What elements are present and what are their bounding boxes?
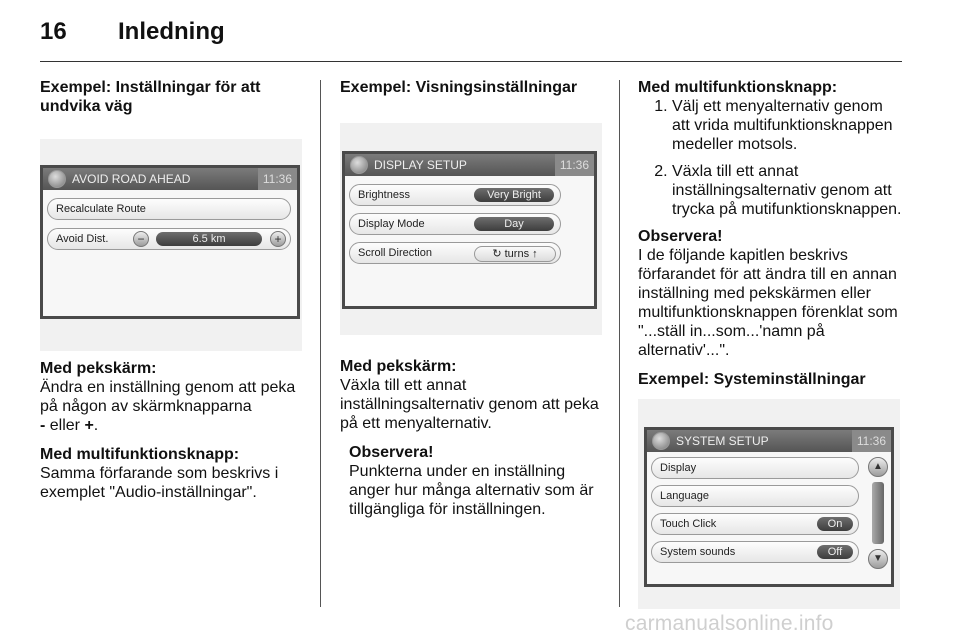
knob-steps — [638, 97, 903, 219]
scrollbar-track[interactable] — [872, 482, 884, 544]
minus-symbol: - — [40, 417, 46, 434]
brightness-value: Very Bright — [474, 188, 554, 202]
system-sounds-value: Off — [817, 545, 853, 559]
touch-end: . — [93, 417, 99, 434]
header-rule — [40, 61, 902, 62]
brightness-row[interactable] — [349, 184, 561, 206]
note-heading-2: Observera! — [349, 444, 434, 461]
display-setup-screenshot — [340, 123, 602, 335]
column-divider-2 — [619, 80, 620, 607]
screen-title: SYSTEM SETUP — [676, 433, 769, 448]
scroll-up-icon[interactable]: ▲ — [868, 457, 888, 477]
touch-heading-1: Med pekskärm: — [40, 360, 157, 377]
screen-title: AVOID ROAD AHEAD — [72, 171, 191, 186]
avoid-road-heading: Exempel: Inställningar för att undvika väg — [40, 79, 261, 115]
recalculate-route-button[interactable]: Recalculate Route — [47, 198, 291, 220]
touch-text-1 — [40, 378, 310, 435]
display-mode-label: Display Mode — [358, 218, 425, 230]
scroll-direction-label: Scroll Direction — [358, 247, 432, 259]
display-mode-row[interactable] — [349, 213, 561, 235]
screen-title: DISPLAY SETUP — [374, 157, 467, 172]
brand-logo-icon — [652, 432, 670, 450]
avoid-distance-value: 6.5 km — [156, 232, 262, 246]
knob-heading-1: Med multifunktionsknapp: — [40, 446, 240, 463]
column-1 — [40, 78, 310, 502]
avoid-distance-row[interactable] — [47, 228, 291, 250]
language-button[interactable]: Language — [651, 485, 859, 507]
scroll-direction-row[interactable] — [349, 242, 561, 264]
scroll-down-icon[interactable]: ▼ — [868, 549, 888, 569]
system-setup-screenshot — [638, 399, 900, 609]
brand-logo-icon — [350, 156, 368, 174]
avoid-distance-label: Avoid Dist. — [56, 233, 109, 245]
screen-title-bar — [647, 430, 891, 452]
page-number: 16 — [40, 18, 67, 45]
minus-icon[interactable]: − — [133, 231, 149, 247]
touch-click-row[interactable] — [651, 513, 859, 535]
note-text-3: I de följande kapitlen beskrivs förfarandet för att ändra till en annan inställning med pekskärmen eller multifunktionsknappen förenklat som "...ställ in...som...'namn på alternativ'...". — [638, 247, 898, 359]
scroll-direction-value — [474, 246, 556, 262]
step-item: 1. Välj ett menyalternativ genom att vrida multifunktionsknappen medeller motsols. — [672, 97, 903, 154]
arrow-up-icon: ↑ — [529, 248, 538, 260]
brightness-label: Brightness — [358, 189, 410, 201]
knob-heading-3: Med multifunktionsknapp: — [638, 79, 838, 96]
touch-click-value: On — [817, 517, 853, 531]
display-setup-screen — [342, 151, 597, 309]
system-setup-screen — [644, 427, 894, 587]
note-text-2: Punkterna under en inställning anger hur många alternativ som är tillgängliga för inställningen. — [349, 463, 594, 518]
avoid-road-screenshot — [40, 139, 302, 351]
column-divider-1 — [320, 80, 321, 607]
note-heading-3: Observera! — [638, 228, 723, 245]
step-item: 2. Växla till ett annat inställningsalternativ genom att trycka på mutifunktionsknappen. — [672, 162, 903, 219]
scroll-direction-value-text: turns — [504, 248, 530, 260]
or-text: eller — [45, 417, 85, 434]
screen-clock: 11:36 — [555, 154, 594, 176]
plus-icon[interactable]: + — [270, 231, 286, 247]
column-3 — [638, 78, 903, 609]
note-block-3 — [638, 227, 903, 360]
column-2 — [340, 78, 605, 519]
brand-logo-icon — [48, 170, 66, 188]
avoid-road-screen — [40, 165, 300, 319]
touch-heading-2: Med pekskärm: — [340, 358, 457, 375]
display-setup-heading: Exempel: Visningsinställningar — [340, 79, 578, 96]
system-sounds-row[interactable] — [651, 541, 859, 563]
rotate-icon: ↻ — [492, 248, 505, 260]
watermark: carmanualsonline.info — [625, 612, 834, 635]
screen-title-bar — [43, 168, 297, 190]
touch-text-2: Växla till ett annat inställningsalternativ genom att peka på ett menyalternativ. — [340, 377, 599, 432]
knob-text-1: Samma förfarande som beskrivs i exemplet "Audio-inställningar". — [40, 465, 279, 501]
screen-title-bar — [345, 154, 594, 176]
system-setup-heading: Exempel: Systeminställningar — [638, 371, 866, 388]
screen-clock: 11:36 — [258, 168, 297, 190]
display-button[interactable]: Display — [651, 457, 859, 479]
system-sounds-label: System sounds — [660, 546, 736, 558]
screen-clock: 11:36 — [852, 430, 891, 452]
touch-text-1-body: Ändra en inställning genom att peka på någon av skärmknapparna — [40, 379, 296, 415]
display-mode-value: Day — [474, 217, 554, 231]
plus-symbol: + — [84, 417, 94, 434]
touch-click-label: Touch Click — [660, 518, 717, 530]
note-block-2 — [340, 443, 605, 519]
chapter-title: Inledning — [118, 18, 225, 45]
